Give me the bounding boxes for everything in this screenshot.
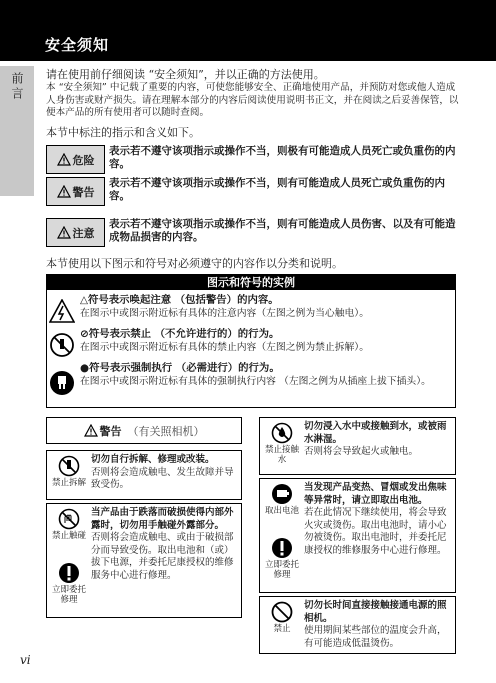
rule-water-icon-label: 禁止接触水 bbox=[264, 445, 299, 465]
no-disassembly-icon bbox=[49, 332, 75, 358]
example-attention-sub: 在图示中或图示附近标有具体的注意内容（左图之例为当心触电）。 bbox=[80, 308, 370, 319]
level-warning-text: 警告 bbox=[72, 185, 95, 199]
rule-disassembly-icon-label: 禁止拆解 bbox=[51, 478, 86, 488]
rule-contact-icon-col bbox=[262, 601, 302, 634]
example-mandatory-sub: 在图示中或图示附近标有具体的强制执行内容 （左图之例为从插座上拔下插头）。 bbox=[80, 376, 431, 387]
rule-exposed-normal: 否则将会造成触电、或由于破损部分而导致受伤。取出电池和（或）拔下电源，并委托尼康授权的维修服务中心进行修理。 bbox=[91, 532, 234, 581]
intro-line-2: 本 “安全须知” 中记载了重要的内容，可使您能够安全、正确地使用产品，并预防对您或他人造成人身伤害或财产损失。请在理解本部分的内容后阅读使用说明书正文，并在阅读之后妥善保管，以便本产品的所有使用者可以随时查阅。 bbox=[46, 82, 459, 119]
classify-note: 本节使用以下图示和符号对必须遵守的内容作以分类和说明。 bbox=[46, 257, 343, 270]
repair-request-icon bbox=[271, 537, 293, 559]
side-tab bbox=[0, 66, 34, 196]
level-warning-desc: 表示若不遵守该项指示或操作不当，则有可能造成人员死亡或负重伤的内容。 bbox=[109, 177, 445, 202]
rule-exposed-bold: 当产品由于跌落而破损使得内部外露时，切勿用手触碰外露部分。 bbox=[91, 507, 234, 531]
intro-line-3: 本节中标注的指示和含义如下。 bbox=[46, 126, 200, 139]
level-caution-row bbox=[46, 218, 456, 247]
rule-overheat-icon-label-2: 立即委托修理 bbox=[264, 560, 299, 580]
level-danger-desc: 表示若不遵守该项指示或操作不当，则极有可能造成人员死亡或负重伤的内容。 bbox=[109, 145, 456, 170]
remove-battery-icon bbox=[271, 483, 293, 505]
rule-water-normal: 否则将会导致起火或触电。 bbox=[304, 446, 419, 458]
level-warning-label bbox=[46, 177, 105, 206]
rule-overheat-icon-label-1: 取出电池 bbox=[264, 506, 299, 516]
rule-exposed-icon-col-2 bbox=[49, 562, 89, 605]
rule-disassembly-bold: 切勿自行拆解、修理或改装。 bbox=[91, 454, 215, 465]
rule-water bbox=[259, 417, 456, 475]
rule-overheat-icon-col-2 bbox=[262, 537, 302, 580]
electric-warning-icon bbox=[49, 298, 75, 324]
no-disassembly-icon bbox=[58, 455, 80, 477]
warning-triangle-icon bbox=[57, 185, 71, 198]
example-prohibition-main: ⊘符号表示禁止 （不允许进行的）的行为。 bbox=[80, 328, 280, 340]
example-row-mandatory bbox=[46, 362, 456, 406]
level-danger-text: 危险 bbox=[72, 153, 95, 167]
rule-exposed-icon-label-2: 立即委托修理 bbox=[51, 585, 86, 605]
page-number: vi bbox=[20, 653, 31, 667]
page-title: 安全须知 bbox=[45, 36, 110, 54]
rule-disassembly bbox=[46, 450, 242, 500]
warning-triangle-icon bbox=[57, 153, 71, 166]
example-prohibition-sub: 在图示中或图示附近标有具体的禁止内容（左图之例为禁止拆解）。 bbox=[80, 342, 370, 353]
rule-disassembly-icon-col bbox=[49, 455, 89, 488]
warning-card-header bbox=[46, 417, 242, 444]
level-caution-desc: 表示若不遵守该项指示或操作不当，则有可能造成人员伤害、以及有可能造成物品损害的内容。 bbox=[109, 218, 456, 243]
page-header bbox=[0, 0, 496, 61]
no-touch-icon bbox=[58, 508, 80, 530]
repair-request-icon bbox=[58, 562, 80, 584]
side-tab-label: 前言 bbox=[10, 72, 24, 102]
rule-exposed-parts bbox=[46, 503, 242, 618]
warning-triangle-icon bbox=[57, 226, 71, 239]
level-danger-label bbox=[46, 145, 105, 174]
example-row-prohibition bbox=[46, 328, 456, 362]
rule-overheat-icon-col-1 bbox=[262, 483, 302, 516]
level-danger-row bbox=[46, 145, 456, 174]
warning-card-note: （有关照相机） bbox=[127, 424, 205, 438]
level-warning-row bbox=[46, 177, 456, 206]
warning-triangle-icon bbox=[84, 424, 98, 437]
no-water-icon bbox=[271, 422, 293, 444]
level-caution-label bbox=[46, 218, 105, 247]
example-row-attention bbox=[46, 294, 456, 328]
rule-prolonged-contact bbox=[259, 596, 456, 654]
example-attention-main: △符号表示唤起注意 （包括警告）的内容。 bbox=[80, 294, 279, 306]
unplug-icon bbox=[49, 370, 75, 396]
rule-contact-bold: 切勿长时间直接接触接通电源的照相机。 bbox=[304, 600, 447, 624]
rule-overheat bbox=[259, 478, 456, 593]
warning-card-label: 警告 bbox=[99, 424, 122, 438]
level-caution-text: 注意 bbox=[72, 226, 95, 240]
rule-water-icon-col bbox=[262, 422, 302, 465]
rule-overheat-normal: 若在此情况下继续使用，将会导致火灾或烫伤。取出电池时，请小心勿被烫伤。取出电池时，并委托尼康授权的维修服务中心进行修理。 bbox=[304, 507, 447, 556]
intro-line-1: 请在使用前仔细阅读 “安全须知”，并以正确的方法使用。 bbox=[46, 68, 325, 81]
examples-title: 图示和符号的实例 bbox=[46, 274, 456, 290]
rule-contact-normal: 使用期间某些部位的温度会升高，有可能造成低温烫伤。 bbox=[304, 625, 447, 649]
rule-contact-icon-label: 禁止 bbox=[273, 624, 291, 634]
prohibition-icon bbox=[271, 601, 293, 623]
rule-exposed-icon-col-1 bbox=[49, 508, 89, 541]
rule-disassembly-normal: 否则将会造成触电、发生故障并导致受伤。 bbox=[91, 466, 234, 491]
rule-water-bold: 切勿浸入水中或接触到水，或被雨水淋湿。 bbox=[304, 421, 447, 445]
rule-exposed-icon-label-1: 禁止触碰 bbox=[51, 531, 86, 541]
example-mandatory-main: ●符号表示强制执行 （必需进行）的行为。 bbox=[80, 362, 280, 374]
rule-overheat-bold: 当发现产品变热、冒烟或发出焦味等异常时，请立即取出电池。 bbox=[304, 482, 447, 506]
